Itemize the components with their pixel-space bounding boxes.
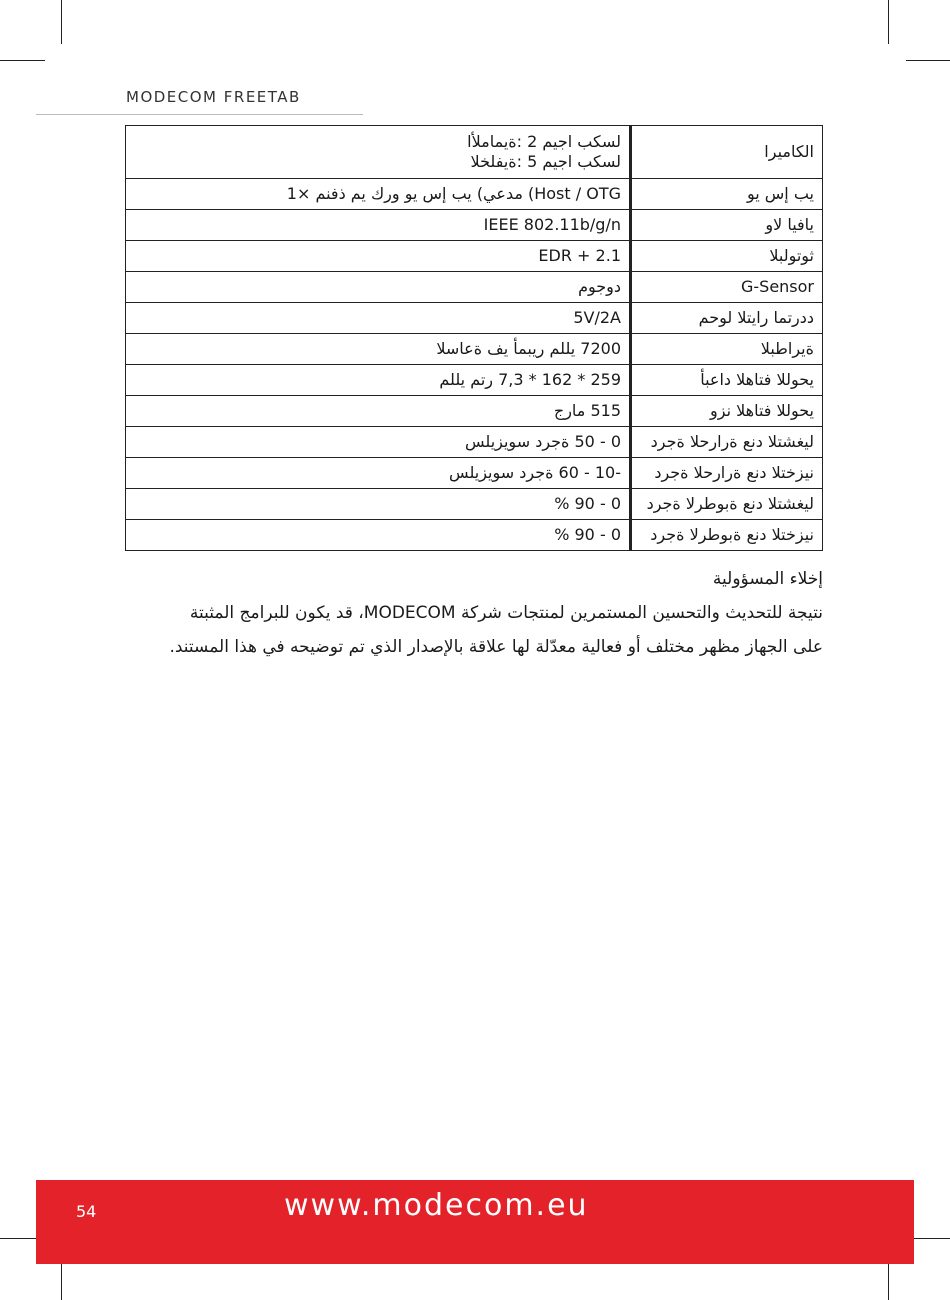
spec-label: نيزختلا دنع ةرارحلا ةجرد (631, 458, 823, 489)
spec-value-line: لسكب اجيم 5 :ةيفلخلا (470, 152, 621, 171)
spec-label: الكاميرا (631, 126, 823, 179)
spec-label: يافيا لاو (631, 210, 823, 241)
spec-value: 5V/2A (126, 303, 631, 334)
spec-label: ليغشتلا دنع ةبوطرلا ةجرد (631, 489, 823, 520)
header-title: MODECOM FREETAB (126, 88, 301, 106)
crop-mark (61, 0, 62, 44)
disclaimer-title: إخلاء المسؤولية (712, 569, 823, 589)
spec-value: دوجوم (126, 272, 631, 303)
spec-table (125, 125, 823, 551)
spec-value (126, 126, 631, 179)
spec-label: ثوتولبلا (631, 241, 823, 272)
table-row (126, 241, 823, 272)
spec-value: 7200 يللم ريبمأ يف ةعاسلا (126, 334, 631, 365)
table-row (126, 210, 823, 241)
spec-label: ددرتما رايتلا لوحم (631, 303, 823, 334)
spec-value: 259 * 162 * 7,3 رتم يللم (126, 365, 631, 396)
spec-label: نيزختلا دنع ةبوطرلا ةجرد (631, 520, 823, 551)
table-row (126, 458, 823, 489)
table-row (126, 520, 823, 551)
disclaimer-text-line: نتيجة للتحديث والتحسين المستمرين لمنتجات شركة MODECOM، قد يكون للبرامج المثبتة (189, 603, 823, 623)
spec-label: ةيراطبلا (631, 334, 823, 365)
disclaimer-text-line: على الجهاز مظهر مختلف أو فعالية معدّلة لها علاقة بالإصدار الذي تم توضيحه في هذا المستند. (169, 637, 823, 657)
table-row (126, 126, 823, 179)
table-row (126, 489, 823, 520)
footer-bar (36, 1180, 914, 1264)
table-row (126, 303, 823, 334)
disclaimer-section (103, 562, 823, 664)
spec-label: يحوللا فتاهلا داعبأ (631, 365, 823, 396)
table-row (126, 272, 823, 303)
crop-mark (0, 60, 45, 61)
table-row (126, 365, 823, 396)
spec-value: 0 - 90 % (126, 489, 631, 520)
spec-label: يب إس يو (631, 179, 823, 210)
spec-value: 0 - 50 ةجرد سويزيلس (126, 427, 631, 458)
table-row (126, 179, 823, 210)
website-url: www.modecom.eu (284, 1188, 589, 1223)
spec-label: G-Sensor (631, 272, 823, 303)
spec-value: 0 - 90 % (126, 520, 631, 551)
spec-value: -10 - 60 ةجرد سويزيلس (126, 458, 631, 489)
table-row (126, 334, 823, 365)
crop-mark (888, 0, 889, 44)
table-row (126, 427, 823, 458)
spec-value: IEEE 802.11b/g/n (126, 210, 631, 241)
spec-value: 2.1 + EDR (126, 241, 631, 272)
header-rule (36, 114, 363, 115)
spec-label: ليغشتلا دنع ةرارحلا ةجرد (631, 427, 823, 458)
spec-label: يحوللا فتاهلا نزو (631, 396, 823, 427)
crop-mark (906, 60, 950, 61)
page-number: 54 (76, 1202, 97, 1221)
spec-value-line: لسكب اجيم 2 :ةيماملأا (467, 132, 621, 151)
spec-value: Host / OTG) مدعي) يب إس يو ورك يم ذفنم ×1 (126, 179, 631, 210)
spec-value: 515 مارج (126, 396, 631, 427)
table-row (126, 396, 823, 427)
